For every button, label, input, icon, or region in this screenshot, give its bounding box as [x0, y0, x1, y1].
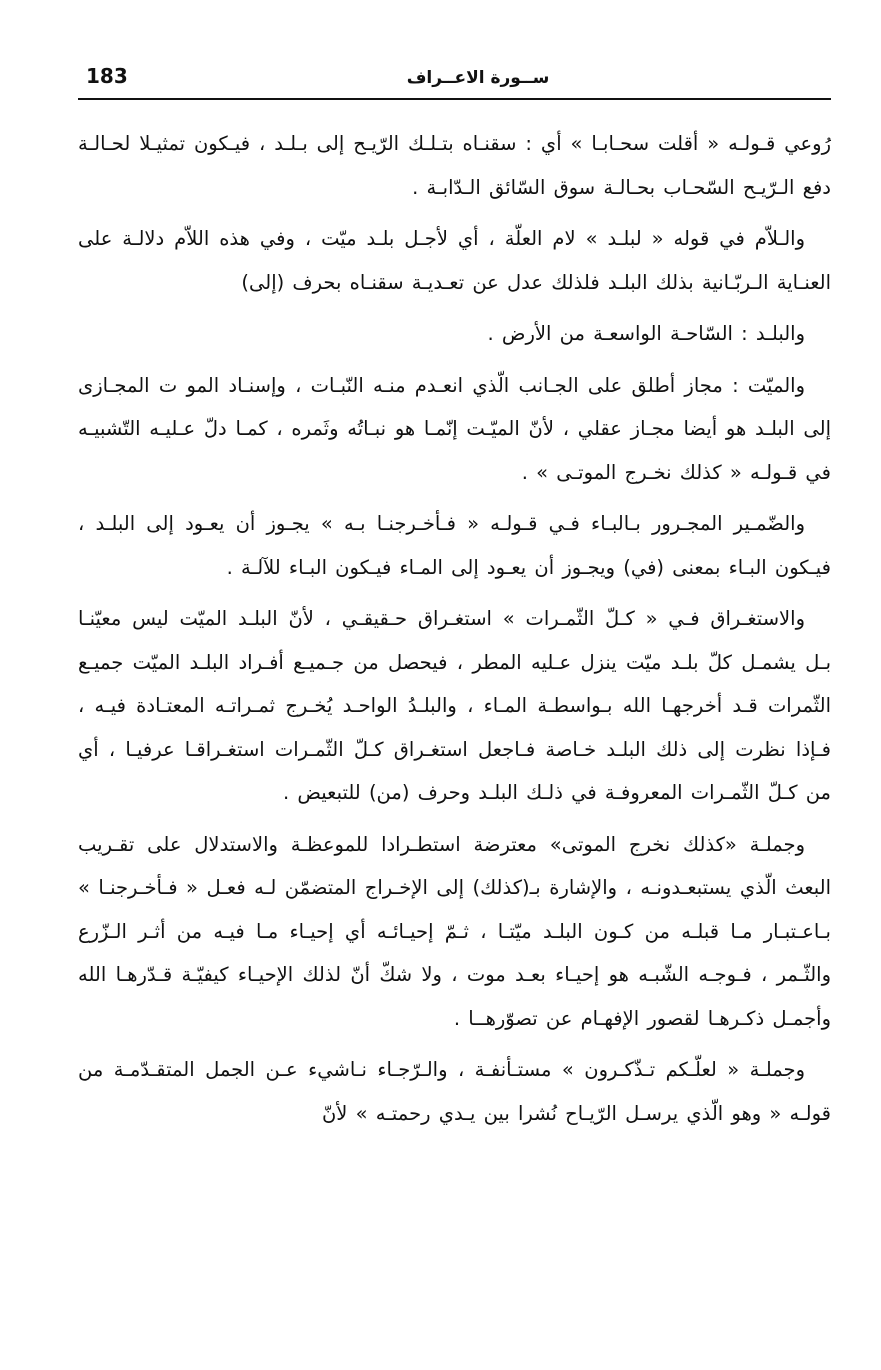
paragraph: وجملـة «كذلك نخرج الموتى» معترضة استطـرادا للموعظـة والاستدلال على تقـريب البعث الّذي يستبعـدونـه ، والإشارة بـ(كذلك) إلى الإخـراج المتضمّن لـه فعـل « فـأخـرجنـا » بـاعـتبـار مـا قبلـه من كـون البلـد ميّتـا ، ثـمّ إحيـائـه أي إحيـاء مـا فيـه من أثـر الـزّرع والثّـمر ، فـوجـه الشّبـه هو إحيـاء بعـد موت ، ولا شكّ أنّ لذلك الإحيـاء كيفيّـة قـدّرهـا الله وأجمـل ذكـرهـا لقصور الإفهـام عن تصوّرهــا . — [78, 832, 831, 1030]
paragraph: والميّت : مجاز أطلق على الجـانب الّذي انعـدم منـه النّبـات ، وإسنـاد المو ت المجـازى إلى البلـد هو أيضا مجـاز عقلي ، لأنّ الميّـت إنّمـا هو نبـاتُه وثَمره ، كمـا دلّ عـليـه التّشبيـه في قـولـه « كذلك نخـرج الموتـى » . — [78, 373, 831, 484]
surah-title: ســورة الاعــراف — [406, 68, 550, 88]
page-number: 183 — [86, 64, 128, 88]
paragraph: وجملـة « لعلّـكم تـذّكـرون » مستـأنفـة ، والـرّجـاء نـاشيء عـن الجمل المتقـدّمـة من قولـه « وهو الّذي يرسـل الرّيـاح نُشرا بين يـدي رحمتـه » لأنّ — [78, 1058, 831, 1125]
body-text — [78, 122, 831, 1143]
paragraph: والبلـد : السّاحـة الواسعـة من الأرض . — [487, 322, 805, 345]
page-header — [78, 58, 831, 100]
paragraph: والـلاّم في قوله « لبلـد » لام العلّة ، أي لأجـل بلـد ميّت ، وفي هذه اللاّم دلالـة على العنـاية الـربّـانية بذلك البلـد فلذلك عدل عن تعـديـة سقنـاه بحرف (إلى) — [78, 227, 831, 294]
paragraph: والاستغـراق فـي « كـلّ الثّمـرات » استغـراق حـقيقـي ، لأنّ البلـد الميّت ليس معيّنـا بـل يشمـل كلّ بلـد ميّت ينزل عـليه المطر ، فيحصل من جـميـع أفـراد البلـد الميّت جميـع الثّمرات قـد أخرجهـا الله بـواسطـة المـاء ، والبلـدُ الواحـد يُخـرج ثمـراتـه المعتـادة فيـه ، فـإذا نظرت إلى ذلك البلـد خـاصة فـاجعل استغـراق كـلّ الثّمـرات استغـراقـا عرفيـا ، أي من كـلّ الثّمـرات المعروفـة في ذلـك البلـد وحرف (من) للتبعيض . — [78, 607, 831, 804]
paragraph: رُوعي قـولـه « أقلت سحـابـا » أي : سقنـاه بتـلـك الرّيـح إلى بـلـد ، فيـكون تمثيـلا لحـالـة دفع الـرّيـح السّحـاب بحـالـة سوق السّائق الـدّابـة . — [78, 132, 831, 199]
paragraph: والضّمـير المجـرور بـالبـاء فـي قـولـه « فـأخـرجنـا بـه » يجـوز أن يعـود إلى البلـد ، فيـكون البـاء بمعنى (في) ويجـوز أن يعـود إلى المـاء فيـكون البـاء للآلـة . — [78, 512, 831, 579]
